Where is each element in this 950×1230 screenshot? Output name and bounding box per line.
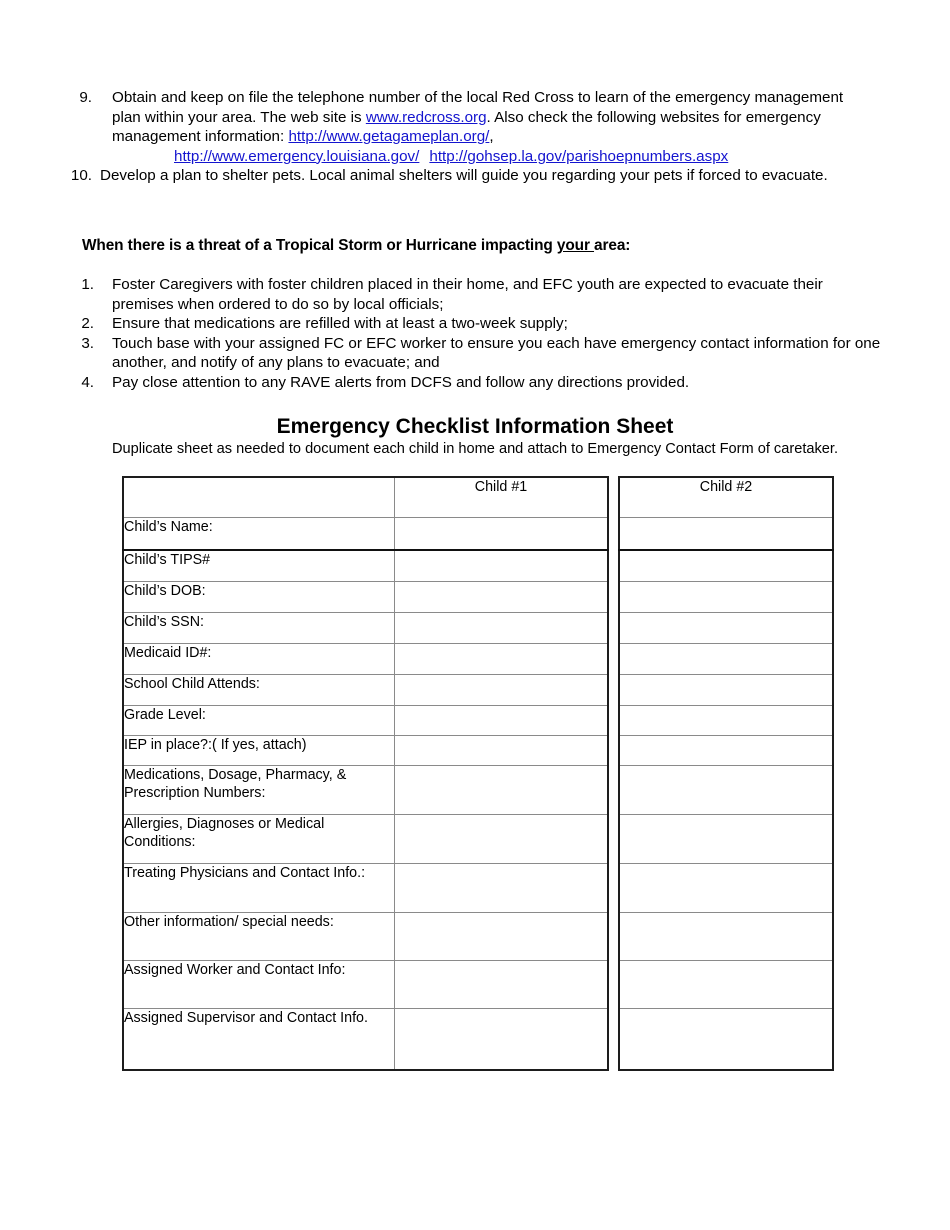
table-row (123, 517, 608, 550)
table-header-child1: Child #1 (395, 477, 609, 517)
child1-field[interactable] (395, 912, 609, 960)
table-header-row (123, 477, 608, 517)
gohsep-parishoep-link[interactable]: http://gohsep.la.gov/parishoepnumbers.aspx (429, 147, 729, 165)
table-row (123, 612, 608, 643)
list-item-text-3: , (489, 128, 494, 146)
list-item-number: 10. (70, 167, 92, 185)
list-item-body: Foster Caregivers with foster children placed in their home, and EFC youth are expected to evacuate their premises when ordered to do so by local officials; (112, 276, 823, 313)
row-label: Child’s SSN: (123, 612, 395, 643)
list-item-number: 4. (81, 373, 94, 391)
child2-field[interactable] (619, 1008, 833, 1070)
child1-field[interactable] (395, 674, 609, 705)
child1-field[interactable] (395, 517, 609, 550)
child1-field[interactable] (395, 814, 609, 863)
row-label: Medications, Dosage, Pharmacy, & Prescription Numbers: (123, 765, 395, 814)
child2-field[interactable] (619, 581, 833, 612)
row-label: School Child Attends: (123, 674, 395, 705)
child1-field[interactable] (395, 612, 609, 643)
child2-field[interactable] (619, 674, 833, 705)
child2-field[interactable] (619, 863, 833, 912)
table-row (619, 581, 833, 612)
table-row (619, 735, 833, 765)
row-label: Other information/ special needs: (123, 912, 395, 960)
list-item-number: 2. (81, 315, 94, 333)
table-row (619, 674, 833, 705)
table-row (619, 960, 833, 1008)
child1-field[interactable] (395, 1008, 609, 1070)
child1-field[interactable] (395, 863, 609, 912)
list-item (66, 334, 886, 373)
child2-field[interactable] (619, 765, 833, 814)
child2-field[interactable] (619, 705, 833, 735)
table-row (123, 674, 608, 705)
child1-field[interactable] (395, 581, 609, 612)
child2-table (618, 476, 834, 1071)
threat-heading-underlined: your (556, 237, 595, 254)
child1-field[interactable] (395, 960, 609, 1008)
list-item-body: Touch base with your assigned FC or EFC worker to ensure you each have emergency contact information for one another, and notify of any plans to evacuate; and (112, 334, 881, 372)
table-row (123, 735, 608, 765)
list-item (66, 88, 866, 166)
page-title: Emergency Checklist Information Sheet (276, 415, 674, 438)
child1-table (122, 476, 609, 1071)
table-row (123, 960, 608, 1008)
row-label: Treating Physicians and Contact Info.: (123, 863, 395, 912)
threat-heading-before: When there is a threat of a Tropical Storm or Hurricane impacting (82, 237, 557, 254)
list-item-number: 3. (81, 334, 94, 352)
list-item-body: Pay close attention to any RAVE alerts from DCFS and follow any directions provided. (112, 373, 690, 391)
list-item (66, 166, 866, 186)
table-row (123, 1008, 608, 1070)
checklist-table-side (618, 476, 834, 1071)
row-label: Medicaid ID#: (123, 643, 395, 674)
table-row (123, 643, 608, 674)
table-header-child2: Child #2 (619, 477, 833, 517)
table-row (619, 814, 833, 863)
child2-field[interactable] (619, 735, 833, 765)
list-item (66, 314, 886, 334)
table-row (619, 612, 833, 643)
row-label: Grade Level: (123, 705, 395, 735)
table-row (619, 1008, 833, 1070)
row-label: Child’s Name: (123, 517, 395, 550)
row-label: Assigned Worker and Contact Info: (123, 960, 395, 1008)
table-row (619, 912, 833, 960)
table-row (619, 705, 833, 735)
table-row (619, 643, 833, 674)
child2-field[interactable] (619, 960, 833, 1008)
row-label: Child’s TIPS# (123, 550, 395, 581)
list-item-text: Obtain and keep on file the telephone number of the local Red Cross to learn of the emergency management plan within your area. The web site is (112, 89, 844, 126)
row-label: Assigned Supervisor and Contact Info. (123, 1008, 395, 1070)
table-row (123, 765, 608, 814)
list-item (66, 373, 886, 393)
table-row (123, 705, 608, 735)
row-label: IEP in place?:( If yes, attach) (123, 735, 395, 765)
child1-field[interactable] (395, 550, 609, 581)
table-row (123, 863, 608, 912)
list-item-body: Develop a plan to shelter pets. Local animal shelters will guide you regarding your pets if forced to evacuate. (100, 167, 828, 185)
table-row (123, 912, 608, 960)
table-row (123, 814, 608, 863)
page-subtitle: Duplicate sheet as needed to document each child in home and attach to Emergency Contact Form of caretaker. (111, 441, 839, 457)
table-header-row (619, 477, 833, 517)
child1-field[interactable] (395, 765, 609, 814)
table-row (123, 550, 608, 581)
checklist-table-main (122, 476, 604, 1071)
child2-field[interactable] (619, 814, 833, 863)
getagameplan-link[interactable]: http://www.getagameplan.org/ (288, 128, 490, 146)
table-row (123, 581, 608, 612)
list-item (66, 275, 886, 314)
list-item-body (112, 88, 866, 166)
top-numbered-list (66, 88, 866, 186)
child2-field[interactable] (619, 643, 833, 674)
redcross-link[interactable]: www.redcross.org (365, 108, 487, 126)
table-row (619, 863, 833, 912)
child1-field[interactable] (395, 735, 609, 765)
list-item-body: Ensure that medications are refilled with at least a two-week supply; (112, 315, 568, 333)
emergency-louisiana-link[interactable]: http://www.emergency.louisiana.gov/ (174, 147, 420, 165)
threat-numbered-list (66, 275, 886, 393)
child2-field[interactable] (619, 612, 833, 643)
table-row (619, 517, 833, 550)
list-item-number: 1. (81, 276, 94, 293)
child2-field[interactable] (619, 517, 833, 550)
table-column-gap (604, 476, 618, 1086)
list-item-text-2: . Also check the following websites for emergency management information: (112, 108, 821, 146)
child1-field[interactable] (395, 705, 609, 735)
row-label: Allergies, Diagnoses or Medical Conditions: (123, 814, 395, 863)
table-row (619, 550, 833, 581)
checklist-table-zone (122, 476, 834, 1086)
table-header-blank (123, 477, 395, 517)
threat-heading (82, 236, 630, 256)
child2-field[interactable] (619, 912, 833, 960)
row-label: Child’s DOB: (123, 581, 395, 612)
child1-field[interactable] (395, 643, 609, 674)
threat-heading-after: area: (594, 237, 631, 254)
table-row (619, 765, 833, 814)
list-item-number: 9. (79, 89, 92, 106)
extra-links-line (112, 147, 866, 167)
child2-field[interactable] (619, 550, 833, 581)
